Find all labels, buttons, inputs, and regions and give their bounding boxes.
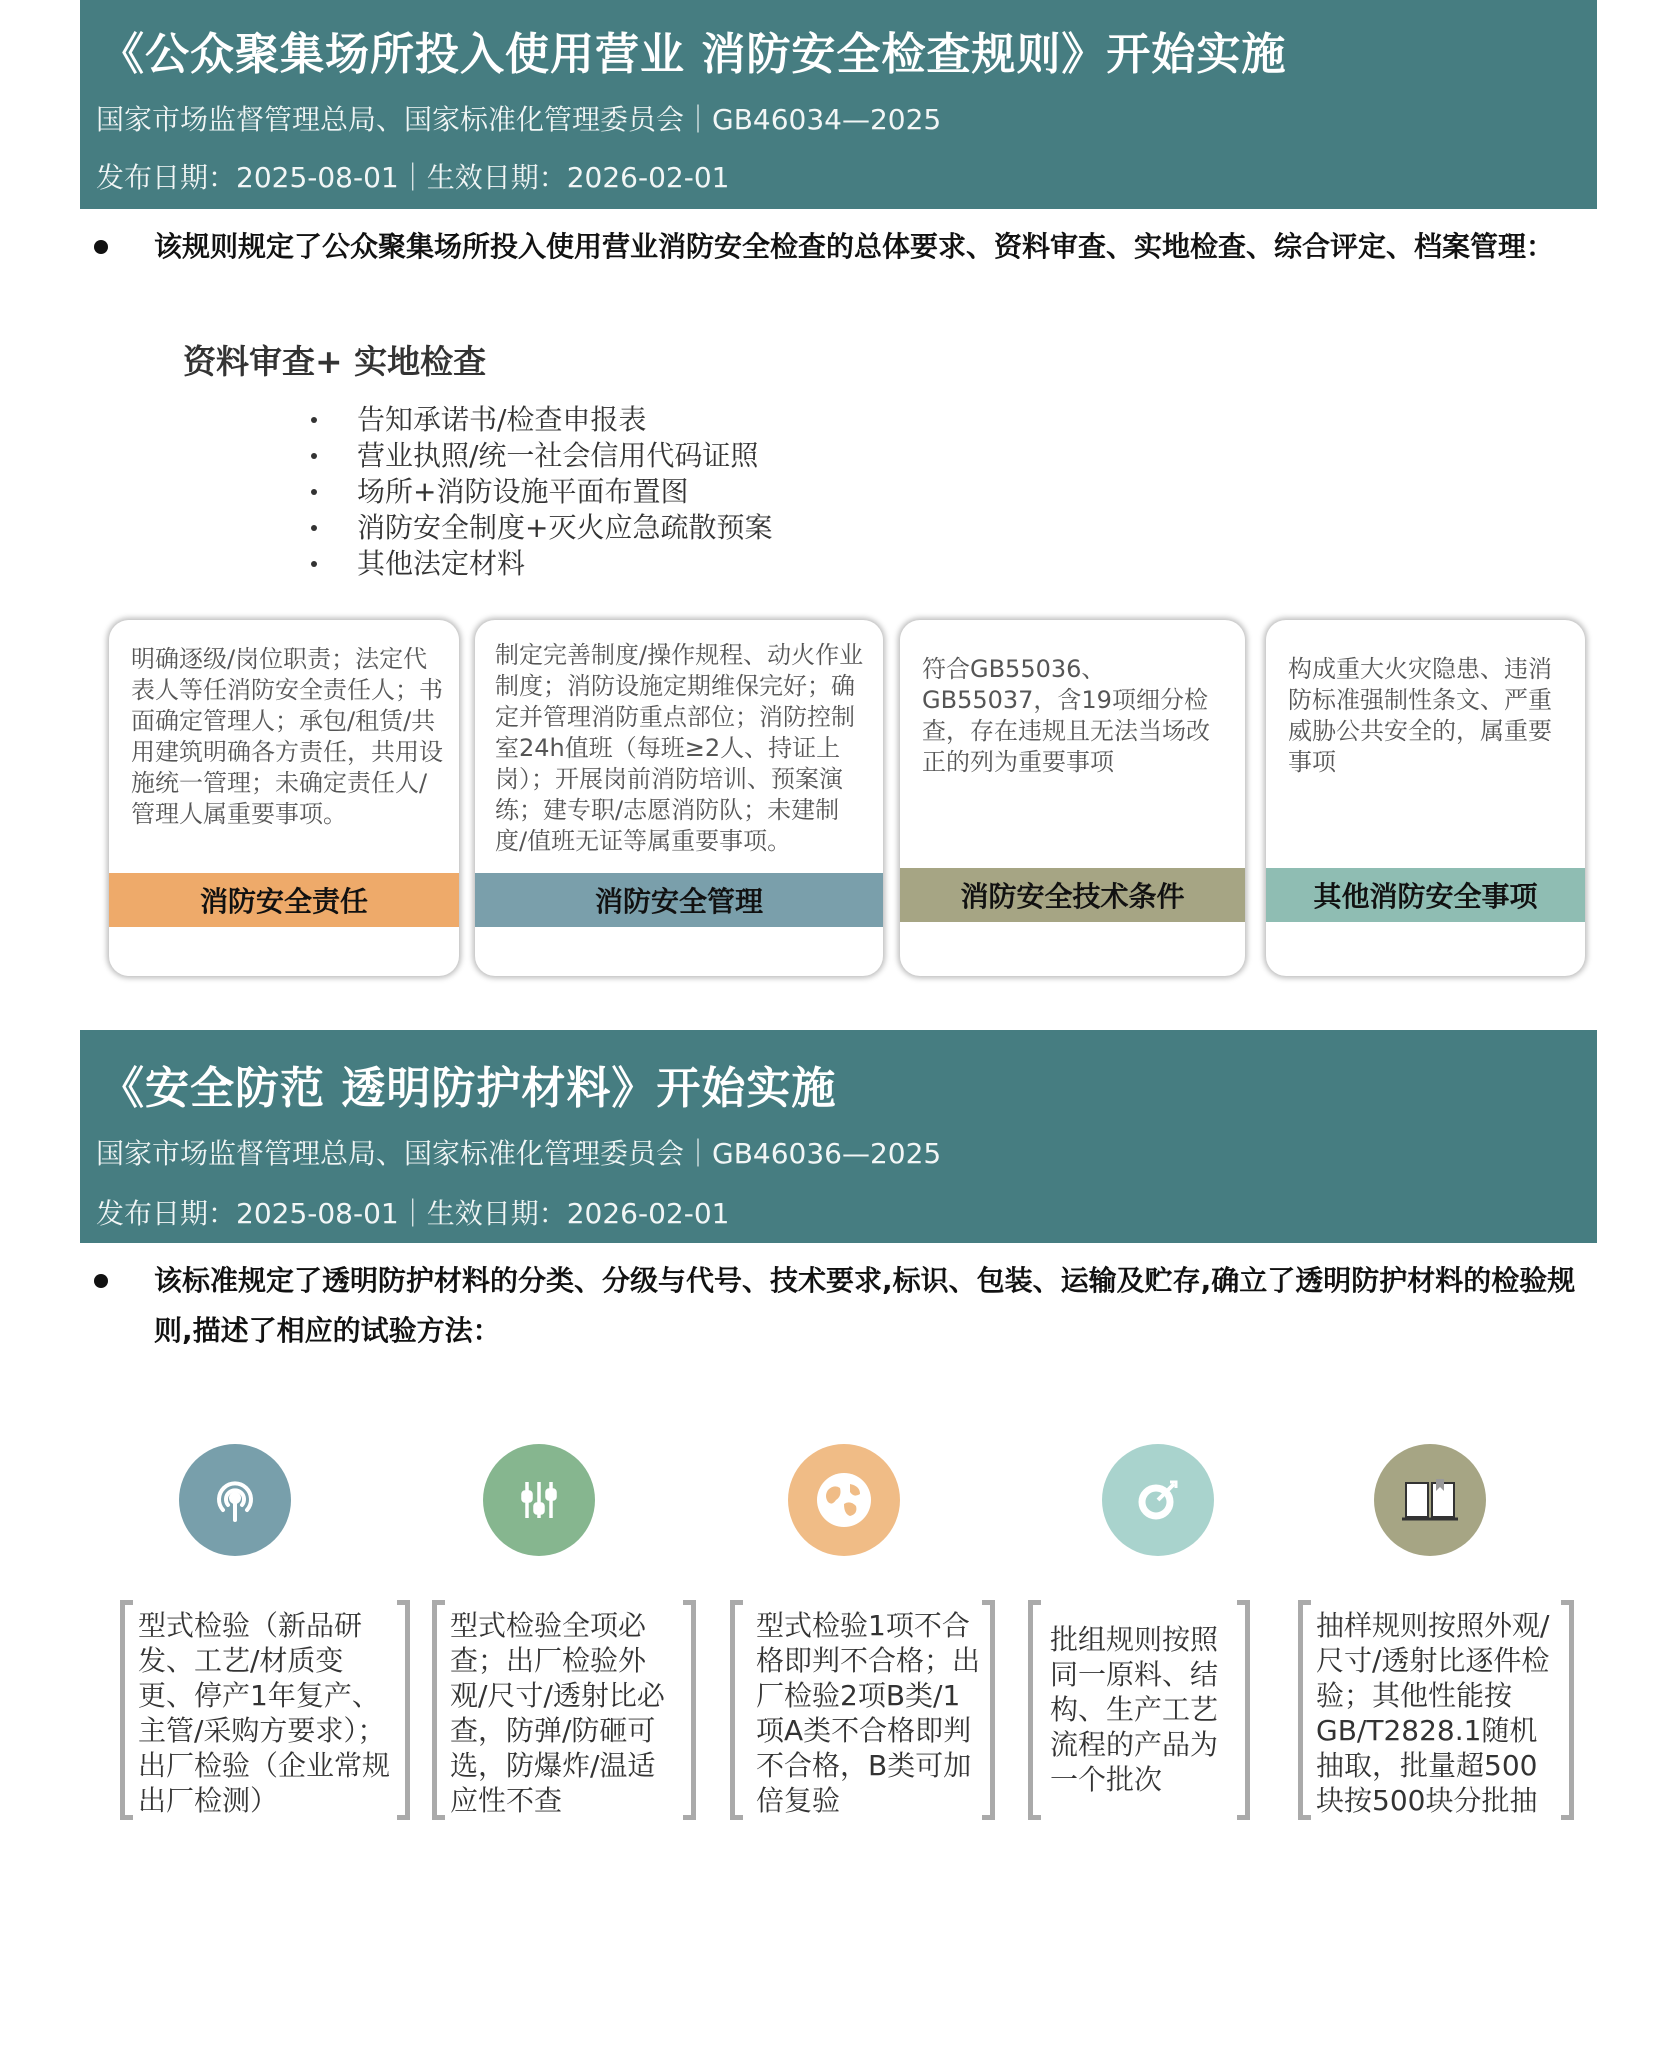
bullet-icon — [311, 561, 317, 567]
section2-summary — [94, 1256, 1584, 1356]
broadcast-icon — [179, 1444, 291, 1556]
list-item: 营业执照/统一社会信用代码证照 — [305, 438, 772, 474]
section1-summary — [94, 222, 1584, 272]
sampling-rules-box — [1298, 1600, 1574, 1820]
section1-summary-text: 该规则规定了公众聚集场所投入使用营业消防安全检查的总体要求、资料审查、实地检查、综合评定、档案管理： — [154, 230, 1555, 263]
card-text: 制定完善制度/操作规程、动火作业制度；消防设施定期维保完好；确定并管理消防重点部位；消防控制室24h值班（每班≥2人、持证上岗）；开展岗前消防培训、预案演练；建专职/志愿消防队；未建制度/值班无证等属重要事项。 — [495, 641, 864, 855]
box-text: 型式检验全项必查；出厂检验外观/尺寸/透射比必查，防弹/防砸可选，防爆炸/温适应性不查 — [450, 1609, 665, 1817]
box-text: 型式检验（新品研发、工艺/材质变更、停产1年复产、主管/采购方要求）；出厂检验（企业常规出厂检测） — [138, 1609, 391, 1817]
bracket-right — [683, 1600, 696, 1820]
globe-icon — [788, 1444, 900, 1556]
section2-dates: 发布日期：2025-08-01｜生效日期：2026-02-01 — [96, 1197, 730, 1230]
bracket-left — [1028, 1600, 1041, 1820]
materials-list — [305, 402, 772, 582]
bracket-left — [730, 1600, 743, 1820]
list-item: 告知承诺书/检查申报表 — [305, 402, 772, 438]
box-text: 型式检验1项不合格即判不合格；出厂检验2项B类/1项A类不合格即判不合格，B类可加倍复验 — [756, 1609, 981, 1817]
section1-dates: 发布日期：2025-08-01｜生效日期：2026-02-01 — [96, 161, 730, 194]
materials-subheading: 资料审查+ 实地检查 — [183, 342, 487, 381]
card-label: 消防安全技术条件 — [900, 868, 1245, 922]
inspection-types-box — [120, 1600, 410, 1820]
card-technical — [900, 620, 1245, 976]
list-item: 消防安全制度+灭火应急疏散预案 — [305, 510, 772, 546]
card-label: 其他消防安全事项 — [1266, 868, 1585, 922]
bracket-right — [982, 1600, 995, 1820]
section2-title: 《安全防范 透明防护材料》开始实施 — [100, 1063, 837, 1114]
bullet-icon — [311, 417, 317, 423]
section2-issuer: 国家市场监督管理总局、国家标准化管理委员会｜GB46036—2025 — [96, 1137, 942, 1170]
bullet-icon — [311, 525, 317, 531]
card-responsibility — [109, 620, 459, 976]
box-text: 批组规则按照同一原料、结构、生产工艺流程的产品为一个批次 — [1050, 1623, 1219, 1796]
card-label: 消防安全责任 — [109, 873, 459, 927]
bracket-right — [397, 1600, 410, 1820]
batch-rules-box — [1028, 1600, 1250, 1820]
target-icon — [1102, 1444, 1214, 1556]
bullet-icon — [311, 453, 317, 459]
list-item: 场所+消防设施平面布置图 — [305, 474, 772, 510]
section2-header — [80, 1030, 1597, 1243]
bracket-right — [1561, 1600, 1574, 1820]
judgement-rules-box — [730, 1600, 995, 1820]
book-icon — [1374, 1444, 1486, 1556]
bracket-right — [1237, 1600, 1250, 1820]
card-other — [1266, 620, 1585, 976]
bullet-dot-icon — [94, 240, 108, 254]
inspection-items-box — [432, 1600, 696, 1820]
bullet-dot-icon — [94, 1274, 108, 1288]
box-text: 抽样规则按照外观/尺寸/透射比逐件检验；其他性能按GB/T2828.1随机抽取，批量超500块按500块分批抽 — [1316, 1609, 1550, 1817]
card-label: 消防安全管理 — [475, 873, 883, 927]
section1-title: 《公众聚集场所投入使用营业 消防安全检查规则》开始实施 — [100, 29, 1287, 80]
card-text: 构成重大火灾隐患、违消防标准强制性条文、严重威胁公共安全的，属重要事项 — [1288, 655, 1552, 776]
bracket-left — [120, 1600, 133, 1820]
list-item: 其他法定材料 — [305, 546, 772, 582]
sliders-icon — [483, 1444, 595, 1556]
section2-summary-text: 该标准规定了透明防护材料的分类、分级与代号、技术要求,标识、包装、运输及贮存,确立了透明防护材料的检验规则,描述了相应的试验方法： — [154, 1264, 1576, 1347]
card-text: 明确逐级/岗位职责；法定代表人等任消防安全责任人；书面确定管理人；承包/租赁/共用建筑明确各方责任，共用设施统一管理；未确定责任人/管理人属重要事项。 — [131, 645, 443, 828]
bracket-left — [432, 1600, 445, 1820]
bracket-left — [1298, 1600, 1311, 1820]
card-text: 符合GB55036、GB55037，含19项细分检查，存在违规且无法当场改正的列为重要事项 — [922, 655, 1210, 776]
card-management — [475, 620, 883, 976]
section1-issuer: 国家市场监督管理总局、国家标准化管理委员会｜GB46034—2025 — [96, 103, 942, 136]
section1-header — [80, 0, 1597, 209]
bullet-icon — [311, 489, 317, 495]
